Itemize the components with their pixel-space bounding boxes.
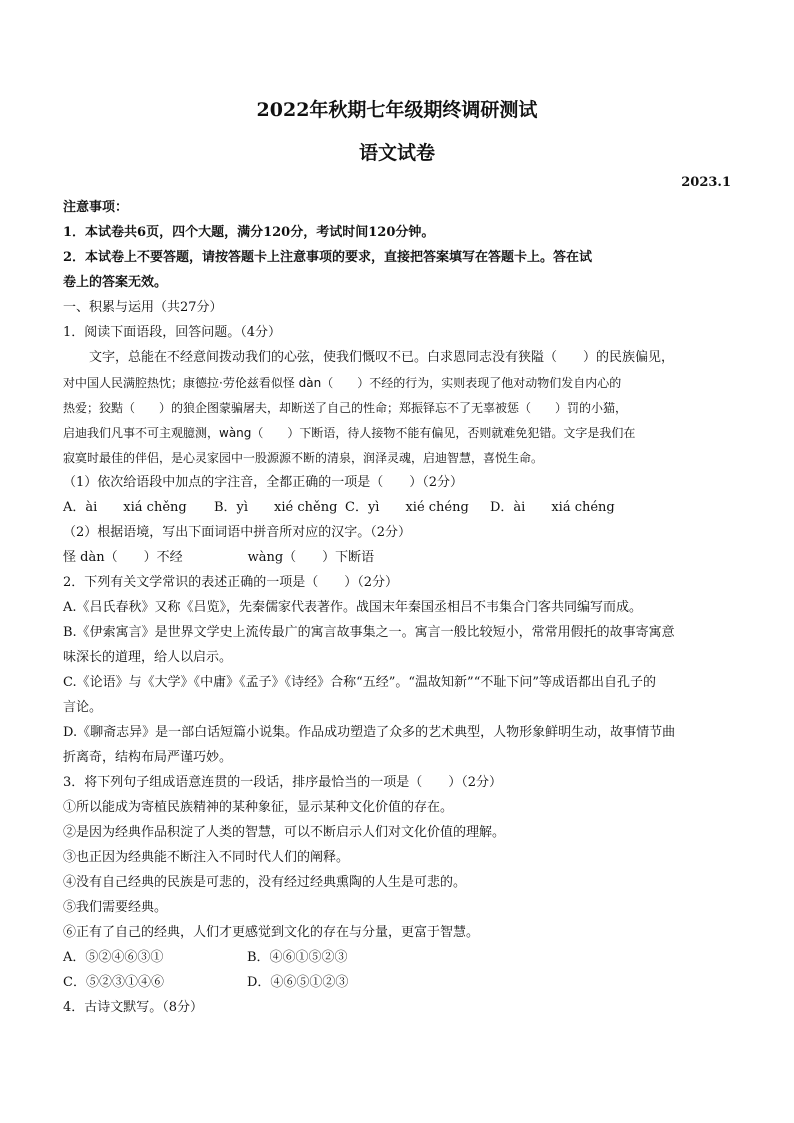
- question-3-sentence-3: ③也正因为经典能不断注入不同时代人们的阐释。: [63, 850, 350, 865]
- notice-item-2-line-2: 卷上的答案无效。: [63, 275, 168, 290]
- passage-line-2: 对中国人民满腔热忱；康德拉·劳伦兹看似怪 dàn（ ）不经的行为，实则表现了他对动物们发自内心的: [63, 376, 622, 390]
- exam-subtitle: 语文试卷: [358, 142, 435, 164]
- exam-date: 2023.1: [681, 175, 731, 190]
- question-2-option-b-line-1: B.《伊索寓言》是世界文学史上流传最广的寓言故事集之一。寓言一般比较短小，常常用假托的故事寄寓意: [63, 625, 675, 640]
- question-3-sentence-1: ①所以能成为寄植民族精神的某种象征，显示某种文化价值的存在。: [63, 800, 454, 815]
- question-1-sub-1-option-b: B．yì xié chěng: [214, 500, 338, 515]
- question-2-stem: 2．下列有关文学常识的表述正确的一项是（ ）（2分）: [63, 575, 399, 590]
- question-1-sub-1-option-a: A．ài xiá chěng: [63, 500, 187, 515]
- question-2-option-a: A.《吕氏春秋》又称《吕览》，先秦儒家代表著作。战国末年秦国丞相吕不韦集合门客共同编写而成。: [63, 600, 643, 615]
- question-2-option-d-line-2: 折离奇，结构布局严谨巧妙。: [63, 750, 233, 765]
- question-4-stem: 4．古诗文默写。（8分）: [63, 1000, 204, 1015]
- question-1-sub-1-stem: （1）依次给语段中加点的字注音，全都正确的一项是（ ）（2分）: [63, 475, 464, 490]
- question-3-option-d: D．④⑥⑤①②③: [247, 975, 349, 990]
- question-1-sub-1-option-c: C．yì xié chéng: [345, 500, 469, 515]
- question-3-sentence-4: ④没有自己经典的民族是可悲的，没有经过经典熏陶的人生是可悲的。: [63, 875, 467, 890]
- question-1-stem: 1．阅读下面语段，回答问题。（4分）: [63, 325, 282, 340]
- passage-line-1: 文字，总能在不经意间拨动我们的心弦，使我们慨叹不已。白求恩同志没有狭隘（ ）的民族偏见，: [89, 350, 675, 365]
- question-3-option-c: C．⑤②③①④⑥: [63, 975, 164, 990]
- question-1-sub-1-option-d: D．ài xiá chéng: [490, 500, 615, 515]
- question-2-option-b-line-2: 味深长的道理，给人以启示。: [63, 650, 233, 665]
- question-3-sentence-6: ⑥正有了自己的经典，人们才更感觉到文化的存在与分量，更富于智慧。: [63, 925, 480, 940]
- question-2-option-d-line-1: D.《聊斋志异》是一部白话短篇小说集。作品成功塑造了众多的艺术典型，人物形象鲜明生动，故事情节曲: [63, 725, 676, 740]
- question-3-sentence-2: ②是因为经典作品积淀了人类的智慧，可以不断启示人们对文化价值的理解。: [63, 825, 506, 840]
- notice-item-1: 1．本试卷共6页，四个大题，满分120分，考试时间120分钟。: [63, 225, 435, 240]
- question-2-option-c-line-2: 言论。: [63, 700, 103, 715]
- exam-title: 2022年秋期七年级期终调研测试: [256, 99, 538, 121]
- question-3-sentence-5: ⑤我们需要经典。: [63, 900, 168, 915]
- question-1-sub-2-answer-line: 怪 dàn（ ）不经 wàng（ ）下断语: [63, 550, 375, 565]
- passage-line-3: 热爱；狡黠（ ）的狼企图蒙骗屠夫，却断送了自己的性命；郑振铎忘不了无辜被惩（ ）罚的小猫，: [63, 401, 628, 415]
- section-1-heading: 一、积累与运用（共27分）: [63, 300, 223, 315]
- passage-line-5: 寂寞时最佳的伴侣，是心灵家园中一股源源不断的清泉，润泽灵魂，启迪智慧，喜悦生命。: [63, 451, 544, 465]
- question-1-sub-2-stem: （2）根据语境，写出下面词语中拼音所对应的汉字。（2分）: [63, 525, 412, 540]
- question-2-option-c-line-1: C.《论语》与《大学》《中庸》《孟子》《诗经》合称“五经”。“温故知新”“不耻下问”等成语都出自孔子的: [63, 675, 656, 690]
- notice-item-2-line-1: 2．本试卷上不要答题，请按答题卡上注意事项的要求，直接把答案填写在答题卡上。答在试: [63, 250, 593, 265]
- question-3-stem: 3．将下列句子组成语意连贯的一段话，排序最恰当的一项是（ ）（2分）: [63, 775, 503, 790]
- question-3-option-a: A．⑤②④⑥③①: [63, 950, 164, 965]
- question-3-option-b: B．④⑥①⑤②③: [247, 950, 348, 965]
- notice-heading: 注意事项：: [63, 200, 129, 215]
- passage-line-4: 启迪我们凡事不可主观臆测，wàng（ ）下断语，待人接物不能有偏见，否则就难免犯错。文字是我们在: [63, 426, 636, 440]
